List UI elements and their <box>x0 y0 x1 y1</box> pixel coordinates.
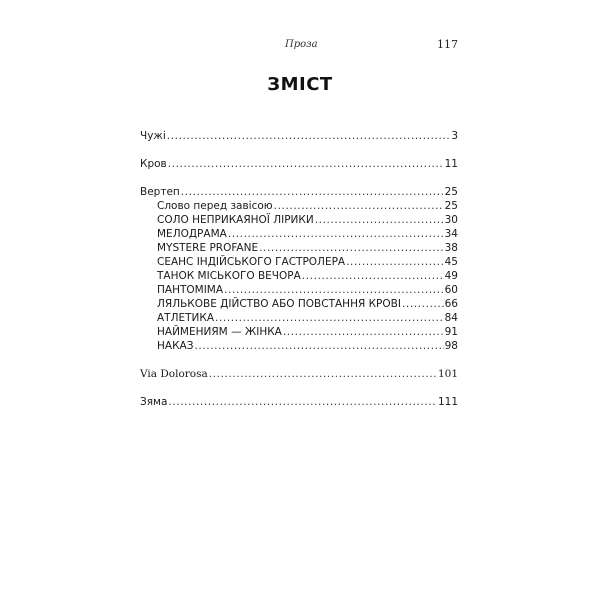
toc-subentry[interactable] <box>140 241 458 255</box>
toc-subentry[interactable] <box>140 311 458 325</box>
toc-entry-zyama[interactable] <box>140 395 458 409</box>
toc-entry-label: Кров <box>140 158 167 170</box>
toc-subentry-page: 66 <box>444 298 458 310</box>
dot-leader <box>402 297 444 311</box>
table-of-contents <box>140 129 458 409</box>
running-head: Проза <box>285 39 318 50</box>
dot-leader <box>168 395 437 409</box>
dot-leader <box>168 157 444 171</box>
toc-entry-label: Вертеп <box>140 186 180 198</box>
toc-entry-krov[interactable] <box>140 157 458 171</box>
toc-subentry[interactable] <box>140 283 458 297</box>
toc-subentry[interactable] <box>140 199 458 213</box>
dot-leader <box>167 129 451 143</box>
dot-leader <box>346 255 444 269</box>
toc-subentry-page: 38 <box>444 242 458 254</box>
toc-entry-via-dolorosa[interactable] <box>140 367 458 381</box>
toc-subentry-label: ТАНОК МІСЬКОГО ВЕЧОРА <box>157 270 301 282</box>
toc-subentry-page: 60 <box>444 284 458 296</box>
page-title: ЗМІСТ <box>267 74 333 95</box>
toc-entry-chuzhi[interactable] <box>140 129 458 143</box>
toc-subentry[interactable] <box>140 325 458 339</box>
dot-leader <box>224 283 444 297</box>
toc-subentry[interactable] <box>140 339 458 353</box>
toc-subentry-page: 91 <box>444 326 458 338</box>
toc-subentry-label: АТЛЕТИКА <box>157 312 215 324</box>
dot-leader <box>259 241 444 255</box>
toc-subentry-label: МЕЛОДРАМА <box>157 228 227 240</box>
toc-subentry[interactable] <box>140 213 458 227</box>
dot-leader <box>228 227 444 241</box>
toc-entry-page: 111 <box>437 396 458 408</box>
dot-leader <box>283 325 444 339</box>
toc-entry-page: 3 <box>451 130 458 142</box>
toc-subentry[interactable] <box>140 227 458 241</box>
toc-subentry[interactable] <box>140 297 458 311</box>
dot-leader <box>215 311 444 325</box>
toc-entry-label: Зяма <box>140 396 168 408</box>
toc-subentry-page: 34 <box>444 228 458 240</box>
page-number: 117 <box>437 38 458 51</box>
toc-subentry-label: ПАНТОМІМА <box>157 284 224 296</box>
toc-subentry-label: MYSTERE PROFANE <box>157 242 259 254</box>
toc-subentry[interactable] <box>140 255 458 269</box>
toc-entry-page: 25 <box>444 186 458 198</box>
toc-subentry-page: 84 <box>444 312 458 324</box>
toc-subentry-page: 49 <box>444 270 458 282</box>
toc-subentry-label: НАКАЗ <box>157 340 194 352</box>
dot-leader <box>194 339 443 353</box>
toc-subentry-label: Слово перед завісою <box>157 200 273 212</box>
toc-entry-page: 101 <box>437 368 458 380</box>
dot-leader <box>302 269 444 283</box>
toc-subentry[interactable] <box>140 269 458 283</box>
toc-subentry-label: НАЙМЕНИЯМ — ЖІНКА <box>157 326 282 338</box>
toc-subentry-label: СЕАНС ІНДІЙСЬКОГО ГАСТРОЛЕРА <box>157 256 346 268</box>
toc-entry-verten[interactable] <box>140 185 458 199</box>
toc-subentry-label: СОЛО НЕПРИКАЯНОЇ ЛІРИКИ <box>157 214 314 226</box>
dot-leader <box>274 199 444 213</box>
toc-subentry-page: 25 <box>444 200 458 212</box>
dot-leader <box>181 185 444 199</box>
toc-entry-label: Чужі <box>140 130 166 142</box>
toc-subentry-page: 45 <box>444 256 458 268</box>
dot-leader <box>315 213 444 227</box>
toc-entry-page: 11 <box>444 158 458 170</box>
toc-subentry-label: ЛЯЛЬКОВЕ ДІЙСТВО АБО ПОВСТАННЯ КРОВІ <box>157 298 401 310</box>
dot-leader <box>209 367 437 381</box>
toc-subentry-page: 98 <box>444 340 458 352</box>
toc-subentry-page: 30 <box>444 214 458 226</box>
toc-entry-label: Via Dolorosa <box>140 368 208 380</box>
